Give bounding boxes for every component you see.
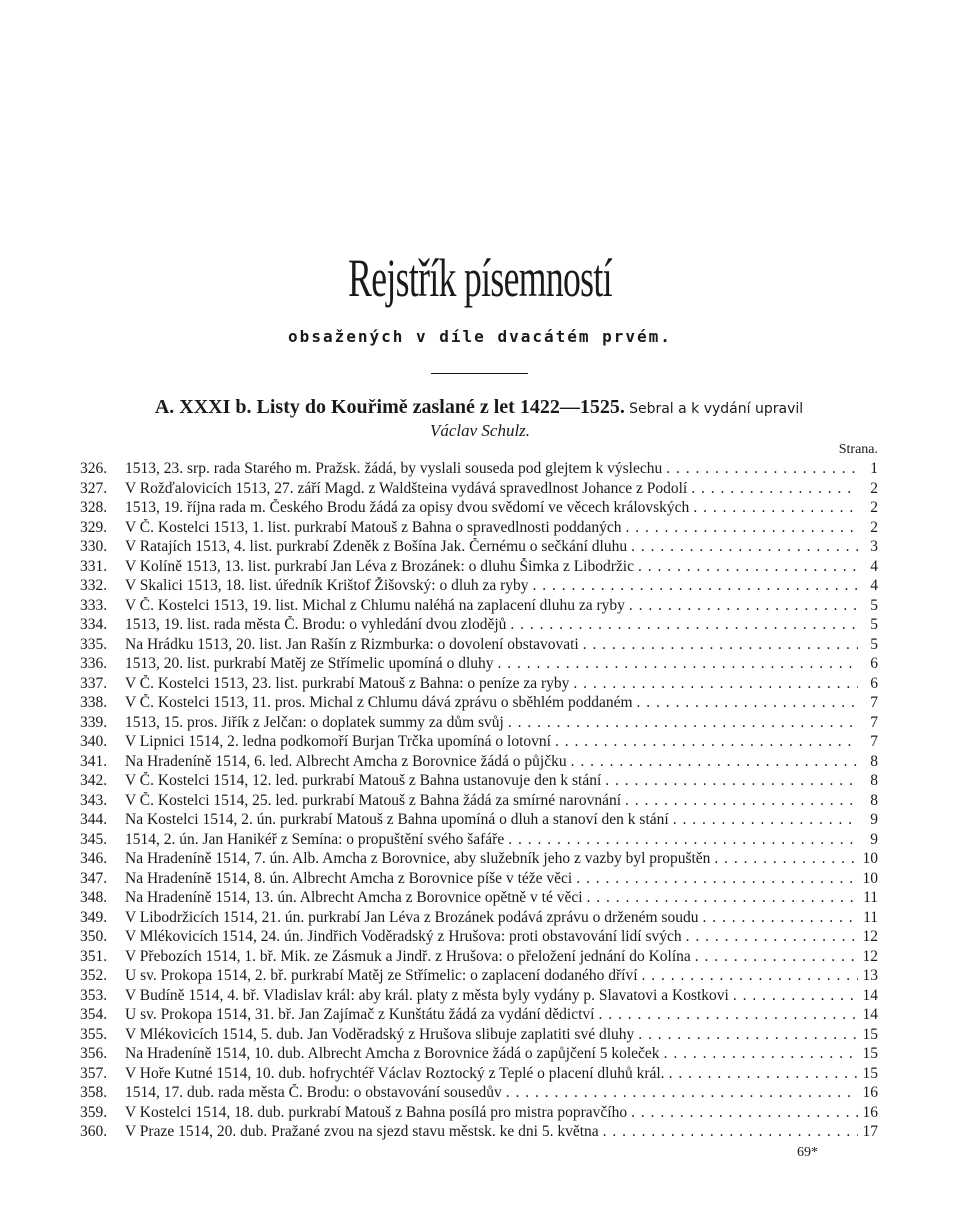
entry-text: V Přebozích 1514, 1. bř. Mik. ze Zásmuk a Jindř. z Hrušova: o přeložení jednání do Kolína — [125, 947, 691, 965]
entry-number: 339. — [80, 713, 108, 731]
leader-dots — [627, 538, 858, 556]
entry-number: 346. — [80, 850, 108, 867]
list-item — [80, 1123, 878, 1143]
list-item — [80, 733, 878, 753]
entry-page: 16 — [862, 1103, 878, 1121]
entry-text: V Kostelci 1514, 18. dub. purkrabí Matouš z Bahna posílá pro mistra popravčího — [125, 1103, 628, 1121]
leader-dots — [504, 831, 858, 849]
entry-number: 354. — [80, 1006, 108, 1023]
leader-dots — [633, 694, 858, 712]
entry-page: 5 — [870, 635, 878, 653]
entry-text: V Rožďalovicích 1513, 27. září Magd. z Waldšteina vydává spravedlnost Johance z Podolí — [125, 479, 688, 497]
leader-dots — [627, 1104, 858, 1122]
list-item — [80, 850, 878, 870]
entry-text: V Lipnici 1514, 2. ledna podkomoří Burjan Trčka upomíná o lotovní — [125, 733, 551, 750]
entry-text: V Č. Kostelci 1513, 11. pros. Michal z Chlumu dává zprávu o sběhlém poddaném — [125, 694, 633, 711]
entry-text: V Č. Kostelci 1513, 23. list. purkrabí Matouš z Bahna: o peníze za ryby — [125, 674, 570, 692]
entry-number: 332. — [80, 577, 108, 594]
entry-text: Na Hradeníně 1514, 8. ún. Albrecht Amcha z Borovnice píše v téže věci — [125, 869, 573, 887]
entry-page: 10 — [862, 850, 878, 867]
list-item — [80, 1006, 878, 1026]
list-item — [80, 1026, 878, 1046]
entry-text: V Mlékovicích 1514, 24. ún. Jindřich Voděradský z Hrušova: proti obstavování lidí svých — [125, 928, 682, 945]
leader-dots — [665, 1065, 858, 1083]
leader-dots — [579, 636, 858, 654]
entry-page: 8 — [870, 791, 878, 809]
list-item — [80, 519, 878, 539]
list-item — [80, 1104, 878, 1124]
leader-dots — [594, 1006, 858, 1024]
list-item — [80, 967, 878, 987]
entry-number: 335. — [80, 635, 108, 653]
entry-page: 12 — [862, 928, 878, 945]
list-item — [80, 694, 878, 714]
list-item — [80, 460, 878, 480]
entry-page: 14 — [862, 986, 878, 1004]
entry-list — [80, 460, 878, 1143]
entry-number: 334. — [80, 616, 108, 633]
list-item — [80, 714, 878, 734]
entry-text: 1513, 20. list. purkrabí Matěj ze Střímelic upomíná o dluhy — [125, 655, 494, 672]
entry-number: 349. — [80, 908, 108, 926]
entry-number: 356. — [80, 1045, 108, 1062]
entry-text: V Č. Kostelci 1513, 19. list. Michal z Chlumu naléhá na zaplacení dluhu za ryby — [125, 596, 625, 614]
list-item — [80, 1045, 878, 1065]
entry-text: V Kolíně 1513, 13. list. purkrabí Jan Léva z Brozánek: o dluhu Šimka z Libodržic — [125, 557, 634, 575]
entry-page: 11 — [863, 889, 878, 906]
entry-number: 351. — [80, 947, 108, 965]
entry-number: 336. — [80, 655, 108, 672]
leader-dots — [687, 480, 858, 498]
entry-page: 2 — [870, 518, 878, 536]
section-author: Václav Schulz. — [429, 421, 531, 440]
entry-text: V Mlékovicích 1514, 5. dub. Jan Voděradský z Hrušova slibuje zaplatiti své dluhy — [125, 1025, 635, 1043]
list-item — [80, 987, 878, 1007]
leader-dots — [638, 967, 858, 985]
entry-page: 13 — [862, 967, 878, 984]
list-item — [80, 616, 878, 636]
leader-dots — [583, 889, 858, 907]
list-item — [80, 597, 878, 617]
entry-text: U sv. Prokopa 1514, 2. bř. purkrabí Matěj ze Střímelic: o zaplacení dodaného dříví — [125, 967, 638, 984]
entry-number: 341. — [80, 752, 108, 770]
list-item — [80, 909, 878, 929]
entry-page: 2 — [870, 479, 878, 497]
leader-dots — [567, 753, 858, 771]
list-item — [80, 772, 878, 792]
entry-page: 9 — [870, 830, 878, 848]
list-item — [80, 636, 878, 656]
entry-text: V Budíně 1514, 4. bř. Vladislav král: aby král. platy z města byly vydány p. Slavatovi a Kostkovi — [125, 986, 729, 1004]
entry-page: 10 — [862, 869, 878, 887]
entry-number: 355. — [80, 1025, 108, 1043]
list-item — [80, 889, 878, 909]
entry-page: 15 — [862, 1064, 878, 1082]
leader-dots — [689, 499, 858, 517]
entry-number: 329. — [80, 518, 108, 536]
entry-number: 357. — [80, 1064, 108, 1082]
title-divider — [431, 373, 528, 374]
list-item — [80, 558, 878, 578]
entry-page: 7 — [870, 713, 878, 731]
leader-dots — [625, 597, 858, 615]
list-item — [80, 480, 878, 500]
entry-text: V Libodržicích 1514, 21. ún. purkrabí Jan Léva z Brozánek podává zprávu o drženém soudu — [125, 908, 699, 926]
leader-dots — [698, 909, 858, 927]
page-column-header: Strana. — [838, 442, 878, 457]
section-label: A. XXXI b. Listy do Kouřimě zaslané z let 1422—1525. — [154, 396, 625, 418]
list-item — [80, 792, 878, 812]
leader-dots — [502, 1084, 858, 1102]
entry-text: V Č. Kostelci 1513, 1. list. purkrabí Matouš z Bahna o spravedlnosti poddaných — [125, 518, 622, 536]
entry-text: Na Hradeníně 1514, 13. ún. Albrecht Amcha z Borovnice opětně v té věci — [125, 889, 583, 906]
entry-number: 326. — [80, 460, 108, 477]
leader-dots — [601, 772, 858, 790]
entry-page: 1 — [870, 460, 878, 477]
entry-number: 347. — [80, 869, 108, 887]
entry-page: 4 — [870, 577, 878, 594]
list-item — [80, 870, 878, 890]
entry-number: 340. — [80, 733, 108, 750]
list-item — [80, 811, 878, 831]
entry-text: 1513, 19. list. rada města Č. Brodu: o vyhledání dvou zlodějů — [125, 616, 507, 633]
leader-dots — [660, 1045, 858, 1063]
list-item — [80, 675, 878, 695]
leader-dots — [622, 519, 858, 537]
entry-number: 345. — [80, 830, 108, 848]
leader-dots — [551, 733, 858, 751]
entry-number: 327. — [80, 479, 108, 497]
entry-text: Na Hradeníně 1514, 10. dub. Albrecht Amcha z Borovnice žádá o zapůjčení 5 koleček — [125, 1045, 660, 1062]
entry-number: 350. — [80, 928, 108, 945]
entry-page: 16 — [862, 1084, 878, 1101]
entry-number: 333. — [80, 596, 108, 614]
leader-dots — [572, 870, 858, 888]
entry-text: Na Kostelci 1514, 2. ún. purkrabí Matouš z Bahna upomíná o dluh a stanoví den k stání — [125, 811, 669, 828]
list-item — [80, 577, 878, 597]
entry-text: Na Hradeníně 1514, 7. ún. Alb. Amcha z Borovnice, aby služebník jeho z vazby byl propuštěn — [125, 850, 711, 867]
leader-dots — [682, 928, 858, 946]
leader-dots — [691, 948, 858, 966]
entry-text: 1513, 19. října rada m. Českého Brodu žádá za opisy dvou svědomí ve věcech královských — [125, 499, 690, 516]
entry-text: V Č. Kostelci 1514, 25. led. purkrabí Matouš z Bahna žádá za smírné narovnání — [125, 791, 622, 809]
list-item — [80, 831, 878, 851]
leader-dots — [569, 675, 858, 693]
entry-page: 11 — [863, 908, 878, 926]
list-item — [80, 1065, 878, 1085]
leader-dots — [621, 792, 858, 810]
list-item — [80, 928, 878, 948]
list-item — [80, 538, 878, 558]
entry-number: 359. — [80, 1103, 108, 1121]
entry-page: 8 — [870, 772, 878, 789]
entry-page: 7 — [870, 694, 878, 711]
entry-page: 6 — [870, 674, 878, 692]
entry-text: V Praze 1514, 20. dub. Pražané zvou na sjezd stavu městsk. ke dni 5. května — [125, 1123, 599, 1140]
leader-dots — [669, 811, 858, 829]
entry-number: 337. — [80, 674, 108, 692]
entry-number: 338. — [80, 694, 108, 711]
leader-dots — [634, 558, 858, 576]
section-note: Sebral a k vydání upravil — [629, 401, 804, 417]
entry-text: V Č. Kostelci 1514, 12. led. purkrabí Matouš z Bahna ustanovuje den k stání — [125, 772, 602, 789]
page-title: Rejstřík písemností — [348, 248, 612, 308]
page-subtitle: obsažených v díle dvacátém prvém. — [288, 327, 672, 346]
leader-dots — [710, 850, 858, 868]
leader-dots — [729, 987, 858, 1005]
entry-page: 7 — [870, 733, 878, 750]
leader-dots — [599, 1123, 858, 1141]
entry-number: 343. — [80, 791, 108, 809]
list-item — [80, 655, 878, 675]
entry-page: 4 — [870, 557, 878, 575]
list-item — [80, 499, 878, 519]
entry-page: 14 — [862, 1006, 878, 1023]
entry-number: 330. — [80, 538, 108, 555]
entry-number: 342. — [80, 772, 108, 789]
entry-page: 15 — [862, 1045, 878, 1062]
entry-page: 8 — [870, 752, 878, 770]
entry-page: 15 — [862, 1025, 878, 1043]
leader-dots — [662, 460, 858, 478]
entry-page: 9 — [870, 811, 878, 828]
entry-text: 1513, 23. srp. rada Starého m. Pražsk. žádá, by vyslali souseda pod glejtem k výslechu — [125, 460, 663, 477]
entry-page: 2 — [870, 499, 878, 516]
entry-page: 17 — [862, 1123, 878, 1140]
entry-number: 358. — [80, 1084, 108, 1101]
entry-text: Na Hradeníně 1514, 6. led. Albrecht Amcha z Borovnice žádá o půjčku — [125, 752, 567, 770]
entry-text: 1514, 2. ún. Jan Hanikéř z Semína: o propuštění svého šafáře — [125, 830, 505, 848]
list-item — [80, 1084, 878, 1104]
entry-number: 352. — [80, 967, 108, 984]
leader-dots — [504, 714, 858, 732]
entry-text: V Ratajích 1513, 4. list. purkrabí Zdeněk z Bošína Jak. Černému o sečkání dluhu — [125, 538, 628, 555]
entry-text: V Hoře Kutné 1514, 10. dub. hofrychtéř Václav Roztocký z Teplé o placení dluhů král. — [125, 1064, 665, 1082]
entry-page: 5 — [870, 616, 878, 633]
list-item — [80, 948, 878, 968]
section-heading — [80, 396, 878, 419]
entry-page: 12 — [862, 947, 878, 965]
entry-number: 328. — [80, 499, 108, 516]
entry-text: Na Hrádku 1513, 20. list. Jan Rašín z Rizmburka: o dovolení obstavovati — [125, 635, 579, 653]
entry-page: 3 — [870, 538, 878, 555]
entry-number: 353. — [80, 986, 108, 1004]
entry-text: U sv. Prokopa 1514, 31. bř. Jan Zajímač z Kunštátu žádá za vydání dědictví — [125, 1006, 595, 1023]
entry-text: V Skalici 1513, 18. list. úředník Krištof Žišovský: o dluh za ryby — [125, 577, 529, 594]
leader-dots — [634, 1026, 858, 1044]
signature-mark: 69* — [797, 1145, 818, 1160]
entry-number: 360. — [80, 1123, 108, 1140]
entry-number: 331. — [80, 557, 108, 575]
entry-page: 6 — [870, 655, 878, 672]
leader-dots — [506, 616, 858, 634]
entry-number: 348. — [80, 889, 108, 906]
leader-dots — [494, 655, 859, 673]
entry-page: 5 — [870, 596, 878, 614]
list-item — [80, 753, 878, 773]
entry-text: 1513, 15. pros. Jiřík z Jelčan: o doplatek summy za dům svůj — [125, 713, 504, 731]
leader-dots — [529, 577, 858, 595]
entry-number: 344. — [80, 811, 108, 828]
entry-text: 1514, 17. dub. rada města Č. Brodu: o obstavování sousedův — [125, 1084, 502, 1101]
